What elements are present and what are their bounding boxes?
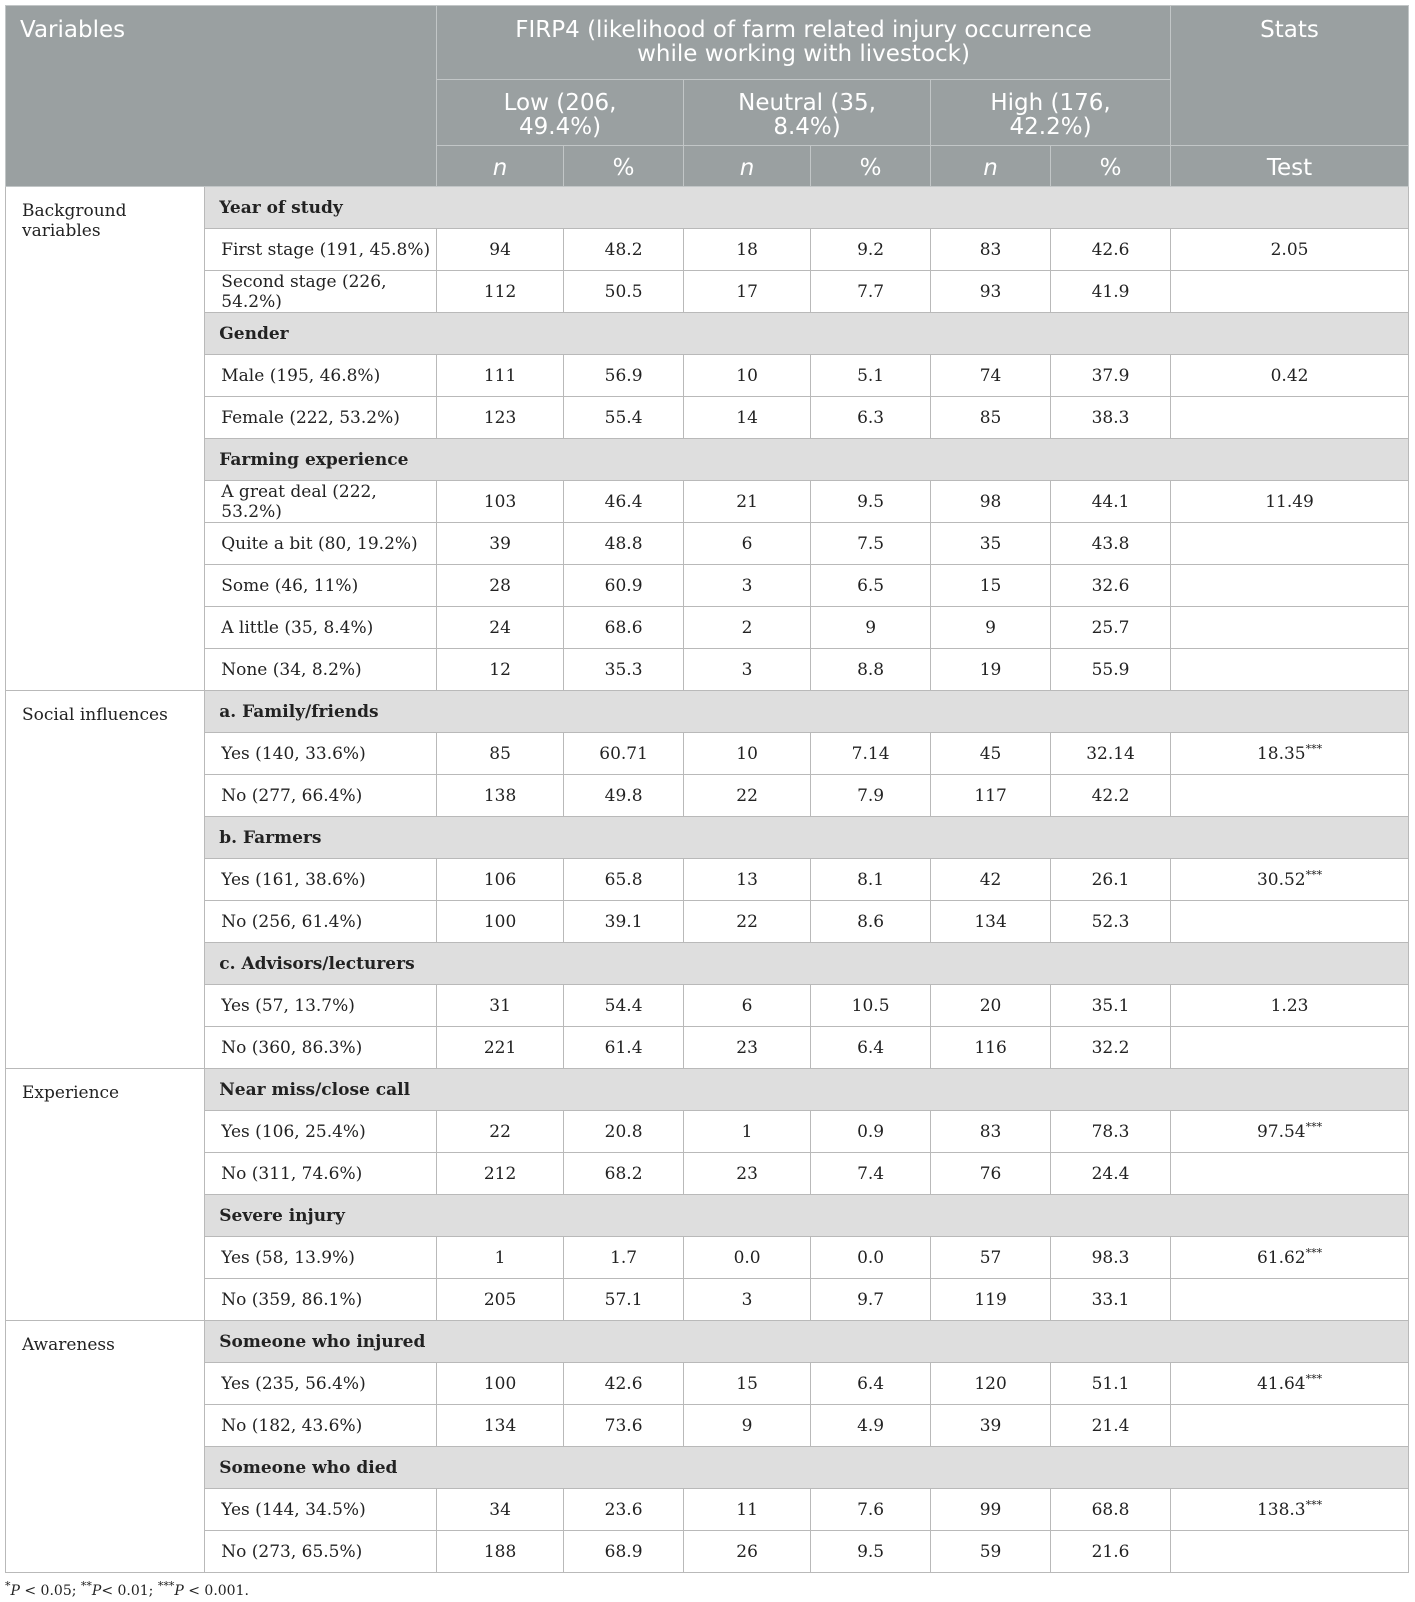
subhead-severe: Severe injury	[205, 1195, 1409, 1237]
cell-high-pct: 21.4	[1051, 1405, 1171, 1447]
cell-low-pct: 35.3	[564, 649, 684, 691]
cell-high-n: 45	[931, 733, 1051, 775]
cell-high-n: 15	[931, 565, 1051, 607]
cell-low-pct: 48.2	[564, 229, 684, 271]
cell-neutral-n: 10	[684, 355, 811, 397]
subhead-nearmiss: Near miss/close call	[205, 1069, 1409, 1111]
cell-test	[1171, 985, 1409, 1027]
table-row	[6, 1531, 1409, 1573]
row-label: First stage (191, 45.8%)	[205, 229, 437, 271]
significance-mark: ***	[1305, 741, 1323, 755]
cell-neutral-pct: 9.2	[811, 229, 931, 271]
cell-high-n: 39	[931, 1405, 1051, 1447]
cell-low-n: 12	[437, 649, 564, 691]
footnote-symbol: P	[174, 1583, 184, 1599]
table-row	[6, 1153, 1409, 1195]
cell-low-pct: 73.6	[564, 1405, 684, 1447]
cell-neutral-pct: 8.1	[811, 859, 931, 901]
cell-neutral-n: 18	[684, 229, 811, 271]
cell-neutral-n: 22	[684, 901, 811, 943]
header-neutral: Neutral (35, 8.4%)	[684, 80, 931, 146]
cell-high-pct: 21.6	[1051, 1531, 1171, 1573]
cell-high-pct: 55.9	[1051, 649, 1171, 691]
footnote-text: < 0.05;	[19, 1583, 81, 1599]
cell-high-pct: 35.1	[1051, 985, 1171, 1027]
cell-low-pct: 60.9	[564, 565, 684, 607]
cell-low-pct: 20.8	[564, 1111, 684, 1153]
cell-high-n: 98	[931, 481, 1051, 523]
row-label: No (182, 43.6%)	[205, 1405, 437, 1447]
cell-test	[1171, 1237, 1409, 1279]
cell-neutral-n: 11	[684, 1489, 811, 1531]
cell-neutral-pct: 7.6	[811, 1489, 931, 1531]
subhead-gender: Gender	[205, 313, 1409, 355]
cell-low-pct: 68.2	[564, 1153, 684, 1195]
table-row	[6, 1111, 1409, 1153]
header-firp: FIRP4 (likelihood of farm related injury occurrence while working with livestock)	[437, 6, 1171, 80]
cell-test	[1171, 523, 1409, 565]
cell-test	[1171, 733, 1409, 775]
cell-test	[1171, 1531, 1409, 1573]
cell-low-pct: 68.9	[564, 1531, 684, 1573]
cell-neutral-pct: 7.7	[811, 271, 931, 313]
cell-test	[1171, 355, 1409, 397]
cell-neutral-pct: 4.9	[811, 1405, 931, 1447]
cell-low-pct: 65.8	[564, 859, 684, 901]
cell-low-n: 188	[437, 1531, 564, 1573]
cell-neutral-pct: 7.5	[811, 523, 931, 565]
cell-high-pct: 37.9	[1051, 355, 1171, 397]
table-row	[6, 481, 1409, 523]
cell-neutral-pct: 0.0	[811, 1237, 931, 1279]
test-value: 18.35	[1256, 743, 1306, 764]
cell-test	[1171, 901, 1409, 943]
cell-test	[1171, 607, 1409, 649]
header-high-pct: %	[1051, 146, 1171, 187]
cell-low-pct: 60.71	[564, 733, 684, 775]
cell-high-n: 85	[931, 397, 1051, 439]
significance-mark: ***	[1305, 1245, 1323, 1259]
cell-high-pct: 32.2	[1051, 1027, 1171, 1069]
cell-neutral-n: 14	[684, 397, 811, 439]
cell-test	[1171, 1405, 1409, 1447]
cell-high-n: 59	[931, 1531, 1051, 1573]
cell-low-n: 112	[437, 271, 564, 313]
cell-neutral-n: 15	[684, 1363, 811, 1405]
header-neutral-n: n	[684, 146, 811, 187]
row-label: No (359, 86.1%)	[205, 1279, 437, 1321]
cell-low-n: 123	[437, 397, 564, 439]
subhead-family: a. Family/friends	[205, 691, 1409, 733]
header-low: Low (206, 49.4%)	[437, 80, 684, 146]
table-row	[6, 985, 1409, 1027]
cell-neutral-pct: 6.3	[811, 397, 931, 439]
footnote	[5, 1579, 1409, 1599]
cell-high-n: 116	[931, 1027, 1051, 1069]
test-value: 30.52	[1256, 869, 1306, 890]
cell-low-n: 1	[437, 1237, 564, 1279]
cell-low-pct: 54.4	[564, 985, 684, 1027]
header-low-pct: %	[564, 146, 684, 187]
test-value: 138.3	[1256, 1499, 1306, 1520]
cell-high-pct: 42.2	[1051, 775, 1171, 817]
cell-low-n: 34	[437, 1489, 564, 1531]
cell-test	[1171, 1489, 1409, 1531]
table-row	[6, 649, 1409, 691]
cell-low-n: 24	[437, 607, 564, 649]
cell-test	[1171, 1279, 1409, 1321]
row-label: A great deal (222, 53.2%)	[205, 481, 437, 523]
cell-neutral-pct: 0.9	[811, 1111, 931, 1153]
row-label: Yes (58, 13.9%)	[205, 1237, 437, 1279]
footnote-mark: ***	[157, 1579, 175, 1593]
cell-neutral-pct: 6.4	[811, 1363, 931, 1405]
table-row	[6, 1489, 1409, 1531]
cell-high-n: 19	[931, 649, 1051, 691]
cell-low-pct: 23.6	[564, 1489, 684, 1531]
footnote-text: < 0.01;	[101, 1583, 158, 1599]
cell-test	[1171, 481, 1409, 523]
cell-test	[1171, 1363, 1409, 1405]
cell-high-n: 35	[931, 523, 1051, 565]
cell-neutral-pct: 9.7	[811, 1279, 931, 1321]
row-label: Yes (144, 34.5%)	[205, 1489, 437, 1531]
cell-low-n: 94	[437, 229, 564, 271]
cell-high-n: 9	[931, 607, 1051, 649]
cell-high-pct: 32.14	[1051, 733, 1171, 775]
significance-mark: ***	[1305, 1371, 1323, 1385]
row-label: Yes (106, 25.4%)	[205, 1111, 437, 1153]
table-row	[6, 1405, 1409, 1447]
category-social: Social influences	[6, 691, 205, 1069]
cell-high-n: 93	[931, 271, 1051, 313]
cell-neutral-pct: 7.9	[811, 775, 931, 817]
subhead-year: Year of study	[205, 187, 1409, 229]
header-high-n: n	[931, 146, 1051, 187]
cell-test	[1171, 1027, 1409, 1069]
cell-high-n: 42	[931, 859, 1051, 901]
cell-high-n: 74	[931, 355, 1051, 397]
row-label: Male (195, 46.8%)	[205, 355, 437, 397]
table-row	[6, 901, 1409, 943]
row-label: Female (222, 53.2%)	[205, 397, 437, 439]
row-label: Yes (57, 13.7%)	[205, 985, 437, 1027]
row-label: None (34, 8.2%)	[205, 649, 437, 691]
cell-low-pct: 48.8	[564, 523, 684, 565]
table-row	[6, 565, 1409, 607]
cell-neutral-pct: 8.8	[811, 649, 931, 691]
row-label: A little (35, 8.4%)	[205, 607, 437, 649]
test-value: 61.62	[1256, 1247, 1306, 1268]
table-row	[6, 355, 1409, 397]
cell-low-pct: 49.8	[564, 775, 684, 817]
cell-test	[1171, 397, 1409, 439]
cell-low-pct: 1.7	[564, 1237, 684, 1279]
cell-neutral-n: 3	[684, 565, 811, 607]
cell-high-n: 57	[931, 1237, 1051, 1279]
cell-low-n: 138	[437, 775, 564, 817]
row-label: No (277, 66.4%)	[205, 775, 437, 817]
cell-neutral-n: 0.0	[684, 1237, 811, 1279]
cell-low-pct: 50.5	[564, 271, 684, 313]
row-label: Second stage (226, 54.2%)	[205, 271, 437, 313]
header-variables: Variables	[6, 6, 437, 187]
significance-mark: ***	[1305, 867, 1323, 881]
cell-neutral-pct: 6.4	[811, 1027, 931, 1069]
table-row	[6, 775, 1409, 817]
cell-low-n: 221	[437, 1027, 564, 1069]
cell-test	[1171, 1153, 1409, 1195]
significance-mark: ***	[1305, 1119, 1323, 1133]
cell-low-pct: 55.4	[564, 397, 684, 439]
footnote-symbol: P	[10, 1583, 20, 1599]
cell-high-pct: 52.3	[1051, 901, 1171, 943]
row-label: No (273, 65.5%)	[205, 1531, 437, 1573]
cell-high-pct: 42.6	[1051, 229, 1171, 271]
cell-low-n: 103	[437, 481, 564, 523]
table-row	[6, 271, 1409, 313]
test-value: 1.23	[1270, 995, 1309, 1016]
subhead-injured: Someone who injured	[205, 1321, 1409, 1363]
cell-low-n: 28	[437, 565, 564, 607]
significance-mark: ***	[1305, 1497, 1323, 1511]
test-value: 97.54	[1256, 1121, 1306, 1142]
table-row	[6, 229, 1409, 271]
row-label: Yes (235, 56.4%)	[205, 1363, 437, 1405]
cell-high-n: 99	[931, 1489, 1051, 1531]
table-row	[6, 607, 1409, 649]
cell-neutral-n: 22	[684, 775, 811, 817]
cell-high-pct: 44.1	[1051, 481, 1171, 523]
category-experience: Experience	[6, 1069, 205, 1321]
cell-low-pct: 39.1	[564, 901, 684, 943]
footnote-mark: *	[5, 1579, 11, 1593]
cell-high-pct: 98.3	[1051, 1237, 1171, 1279]
test-value: 2.05	[1270, 239, 1309, 260]
row-label: Yes (140, 33.6%)	[205, 733, 437, 775]
cell-high-pct: 25.7	[1051, 607, 1171, 649]
test-value: 11.49	[1265, 491, 1314, 512]
footnote-mark: **	[80, 1579, 92, 1593]
cell-neutral-pct: 9.5	[811, 1531, 931, 1573]
test-value: 0.42	[1270, 365, 1309, 386]
cell-neutral-n: 10	[684, 733, 811, 775]
cell-test	[1171, 271, 1409, 313]
cell-high-n: 120	[931, 1363, 1051, 1405]
cell-test	[1171, 229, 1409, 271]
cell-low-n: 106	[437, 859, 564, 901]
row-label: Some (46, 11%)	[205, 565, 437, 607]
cell-high-n: 134	[931, 901, 1051, 943]
cell-neutral-n: 23	[684, 1027, 811, 1069]
cell-neutral-n: 6	[684, 523, 811, 565]
cell-low-n: 100	[437, 901, 564, 943]
cell-neutral-n: 26	[684, 1531, 811, 1573]
header-stats: Stats	[1171, 6, 1409, 146]
cell-low-pct: 57.1	[564, 1279, 684, 1321]
header-neutral-pct: %	[811, 146, 931, 187]
cell-low-n: 212	[437, 1153, 564, 1195]
row-label: Yes (161, 38.6%)	[205, 859, 437, 901]
subhead-died: Someone who died	[205, 1447, 1409, 1489]
cell-neutral-pct: 8.6	[811, 901, 931, 943]
table-row	[6, 1027, 1409, 1069]
cell-neutral-n: 23	[684, 1153, 811, 1195]
row-label: No (360, 86.3%)	[205, 1027, 437, 1069]
cell-high-n: 83	[931, 229, 1051, 271]
subhead-advisors: c. Advisors/lecturers	[205, 943, 1409, 985]
cell-low-n: 100	[437, 1363, 564, 1405]
cell-neutral-n: 21	[684, 481, 811, 523]
subhead-farming: Farming experience	[205, 439, 1409, 481]
cell-high-pct: 68.8	[1051, 1489, 1171, 1531]
cell-neutral-n: 13	[684, 859, 811, 901]
cell-neutral-n: 3	[684, 649, 811, 691]
cell-high-pct: 78.3	[1051, 1111, 1171, 1153]
cell-high-pct: 32.6	[1051, 565, 1171, 607]
cell-neutral-pct: 7.14	[811, 733, 931, 775]
cell-neutral-pct: 10.5	[811, 985, 931, 1027]
cell-high-pct: 26.1	[1051, 859, 1171, 901]
cell-high-pct: 38.3	[1051, 397, 1171, 439]
cell-high-pct: 33.1	[1051, 1279, 1171, 1321]
cell-low-pct: 68.6	[564, 607, 684, 649]
footnote-symbol: P	[91, 1583, 102, 1599]
cell-test	[1171, 1111, 1409, 1153]
cell-high-n: 20	[931, 985, 1051, 1027]
cell-high-n: 117	[931, 775, 1051, 817]
cell-test	[1171, 775, 1409, 817]
cell-high-pct: 41.9	[1051, 271, 1171, 313]
cell-test	[1171, 859, 1409, 901]
results-table	[5, 5, 1409, 1573]
cell-low-n: 31	[437, 985, 564, 1027]
cell-high-pct: 24.4	[1051, 1153, 1171, 1195]
cell-low-n: 111	[437, 355, 564, 397]
cell-low-pct: 56.9	[564, 355, 684, 397]
cell-test	[1171, 565, 1409, 607]
table-row	[6, 1279, 1409, 1321]
cell-low-n: 85	[437, 733, 564, 775]
cell-high-n: 83	[931, 1111, 1051, 1153]
cell-neutral-n: 17	[684, 271, 811, 313]
cell-high-n: 76	[931, 1153, 1051, 1195]
row-label: Quite a bit (80, 19.2%)	[205, 523, 437, 565]
category-background: Background variables	[6, 187, 205, 691]
cell-neutral-n: 2	[684, 607, 811, 649]
header-low-n: n	[437, 146, 564, 187]
cell-neutral-n: 6	[684, 985, 811, 1027]
cell-neutral-pct: 9	[811, 607, 931, 649]
cell-low-pct: 61.4	[564, 1027, 684, 1069]
row-label: No (256, 61.4%)	[205, 901, 437, 943]
subhead-farmers: b. Farmers	[205, 817, 1409, 859]
header-test: Test	[1171, 146, 1409, 187]
table-row	[6, 523, 1409, 565]
table-row	[6, 1237, 1409, 1279]
cell-neutral-pct: 7.4	[811, 1153, 931, 1195]
cell-high-n: 119	[931, 1279, 1051, 1321]
cell-high-pct: 43.8	[1051, 523, 1171, 565]
cell-low-n: 134	[437, 1405, 564, 1447]
cell-neutral-n: 3	[684, 1279, 811, 1321]
cell-neutral-n: 1	[684, 1111, 811, 1153]
cell-low-n: 22	[437, 1111, 564, 1153]
table-container	[5, 5, 1409, 1599]
cell-low-pct: 46.4	[564, 481, 684, 523]
category-awareness: Awareness	[6, 1321, 205, 1573]
cell-neutral-pct: 6.5	[811, 565, 931, 607]
cell-low-n: 39	[437, 523, 564, 565]
cell-test	[1171, 649, 1409, 691]
cell-low-n: 205	[437, 1279, 564, 1321]
cell-high-pct: 51.1	[1051, 1363, 1171, 1405]
table-row	[6, 397, 1409, 439]
cell-low-pct: 42.6	[564, 1363, 684, 1405]
table-body	[6, 187, 1409, 1573]
table-row	[6, 733, 1409, 775]
cell-neutral-pct: 5.1	[811, 355, 931, 397]
header-high: High (176, 42.2%)	[931, 80, 1171, 146]
row-label: No (311, 74.6%)	[205, 1153, 437, 1195]
table-row	[6, 859, 1409, 901]
table-row	[6, 1363, 1409, 1405]
footnote-text: < 0.001.	[183, 1583, 249, 1599]
test-value: 41.64	[1256, 1373, 1306, 1394]
cell-neutral-pct: 9.5	[811, 481, 931, 523]
cell-neutral-n: 9	[684, 1405, 811, 1447]
